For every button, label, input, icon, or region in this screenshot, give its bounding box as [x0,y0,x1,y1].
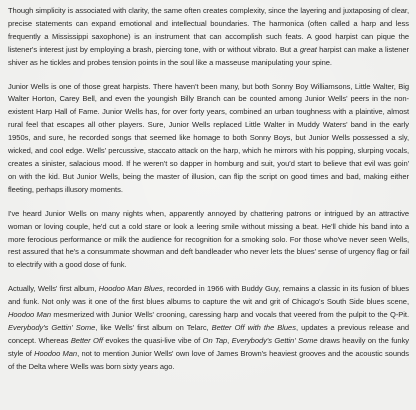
album-title-text: Better Off with the Blues [211,322,296,332]
paragraph-text: evokes the quasi-live vibe of [102,335,203,345]
album-title-text: Better Off [70,335,103,345]
paragraph-text: Junior Wells is one of those great harpists. There haven't been many, but both Sonny Boy Williamsons, Little Walter, Big Walter Horton, Carey Bell, and even the youngish Billy Branch can be counted among Junior Wells' peers in the non-existent Harp Hall of Fame. Junior Wells has, for over forty years, combined an urban toughness with a plaintive, almost rural feel that escapes all other players. Sure, Junior Wells replaced Little Walter in Muddy Waters' band in the early 1950s, and sure, he recorded songs that seemed like homage to both Sonny Boys, but Junior Wells possessed a sly, wicked, and cool edge. Wells' percussive, staccato attack on the harp, which he mirrors with his popping, slurping vocals, creates a sinister, salacious mood. If he weren't so dapper in homburg and suit, you'd start to believe that evil was goin' on with the kid. But Junior Wells, being the master of illusion, can flip the script on good times and bad, making either fleeting, perhaps illusory moments. [8,81,409,194]
paragraph-text: , not to mention Junior Wells' own love of James Brown's heaviest grooves and the acoustic sounds of the Delta where Wells was born sixty years ago. [8,348,409,371]
album-title-text: On Tap [202,335,228,345]
paragraph-text: draws heavily on the funky style of [8,335,410,358]
body-paragraph [8,5,409,70]
paragraph-text: , updates a previous release and concept. Whereas [8,322,410,345]
liner-notes-text [8,5,409,374]
album-title-text: great [299,44,317,54]
paragraph-text: , [227,335,232,345]
album-title-text: Everybody's Gettin' Some [231,335,318,345]
paragraph-text: I've heard Junior Wells on many nights when, apparently annoyed by chattering patrons or intrigued by an attractive woman or loving couple, he'd cut a cold stare or look a leering smile without missing a beat. He'll chide his band into a more ferocious performance or milk the audience for recognition for a smoking solo. For those who've never seen Wells, rest assured that he's a consummate showman and deft bandleader who never lets the blues' sense of urgency flag or fail to electrify with a good dose of funk. [8,208,409,270]
body-paragraph [8,208,409,273]
paragraph-text: harpist can make a listener shiver as he tickles and probes tension points in the soul like a masseuse manipulating your spine. [8,44,409,67]
paragraph-text: Actually, Wells' first album, [8,284,99,294]
body-paragraph [8,81,409,197]
paragraph-text: , like Wells' first album on Telarc, [95,322,212,332]
body-paragraph [8,283,409,373]
album-title-text: Hoodoo Man Blues [98,284,163,294]
album-title-text: Hoodoo Man [34,348,78,358]
paragraph-text: , recorded in 1966 with Buddy Guy, remains a classic in its fusion of blues and funk. Not only was it one of the first blues albums to capture the wit and grit of Chicago's South Side blues scene, [8,284,409,307]
album-title-text: Hoodoo Man [8,310,52,320]
album-title-text: Everybody's Gettin' Some [8,322,96,332]
paragraph-text: Though simplicity is associated with clarity, the same often creates complexity, since the layering and juxtaposing of clear, precise statements can expand emotional and intellectual boundaries. The harmonica (often called a harp and less frequently a Mississippi saxophone) is an instrument that can accomplish such feats. A good harpist can pique the listener's interest just by employing a brash, piercing tone, with or without vibrato. But a [8,6,409,54]
paragraph-text: mesmerized with Junior Wells' crooning, caressing harp and vocals that veered from the pulpit to the Q-Pit. [51,310,409,320]
